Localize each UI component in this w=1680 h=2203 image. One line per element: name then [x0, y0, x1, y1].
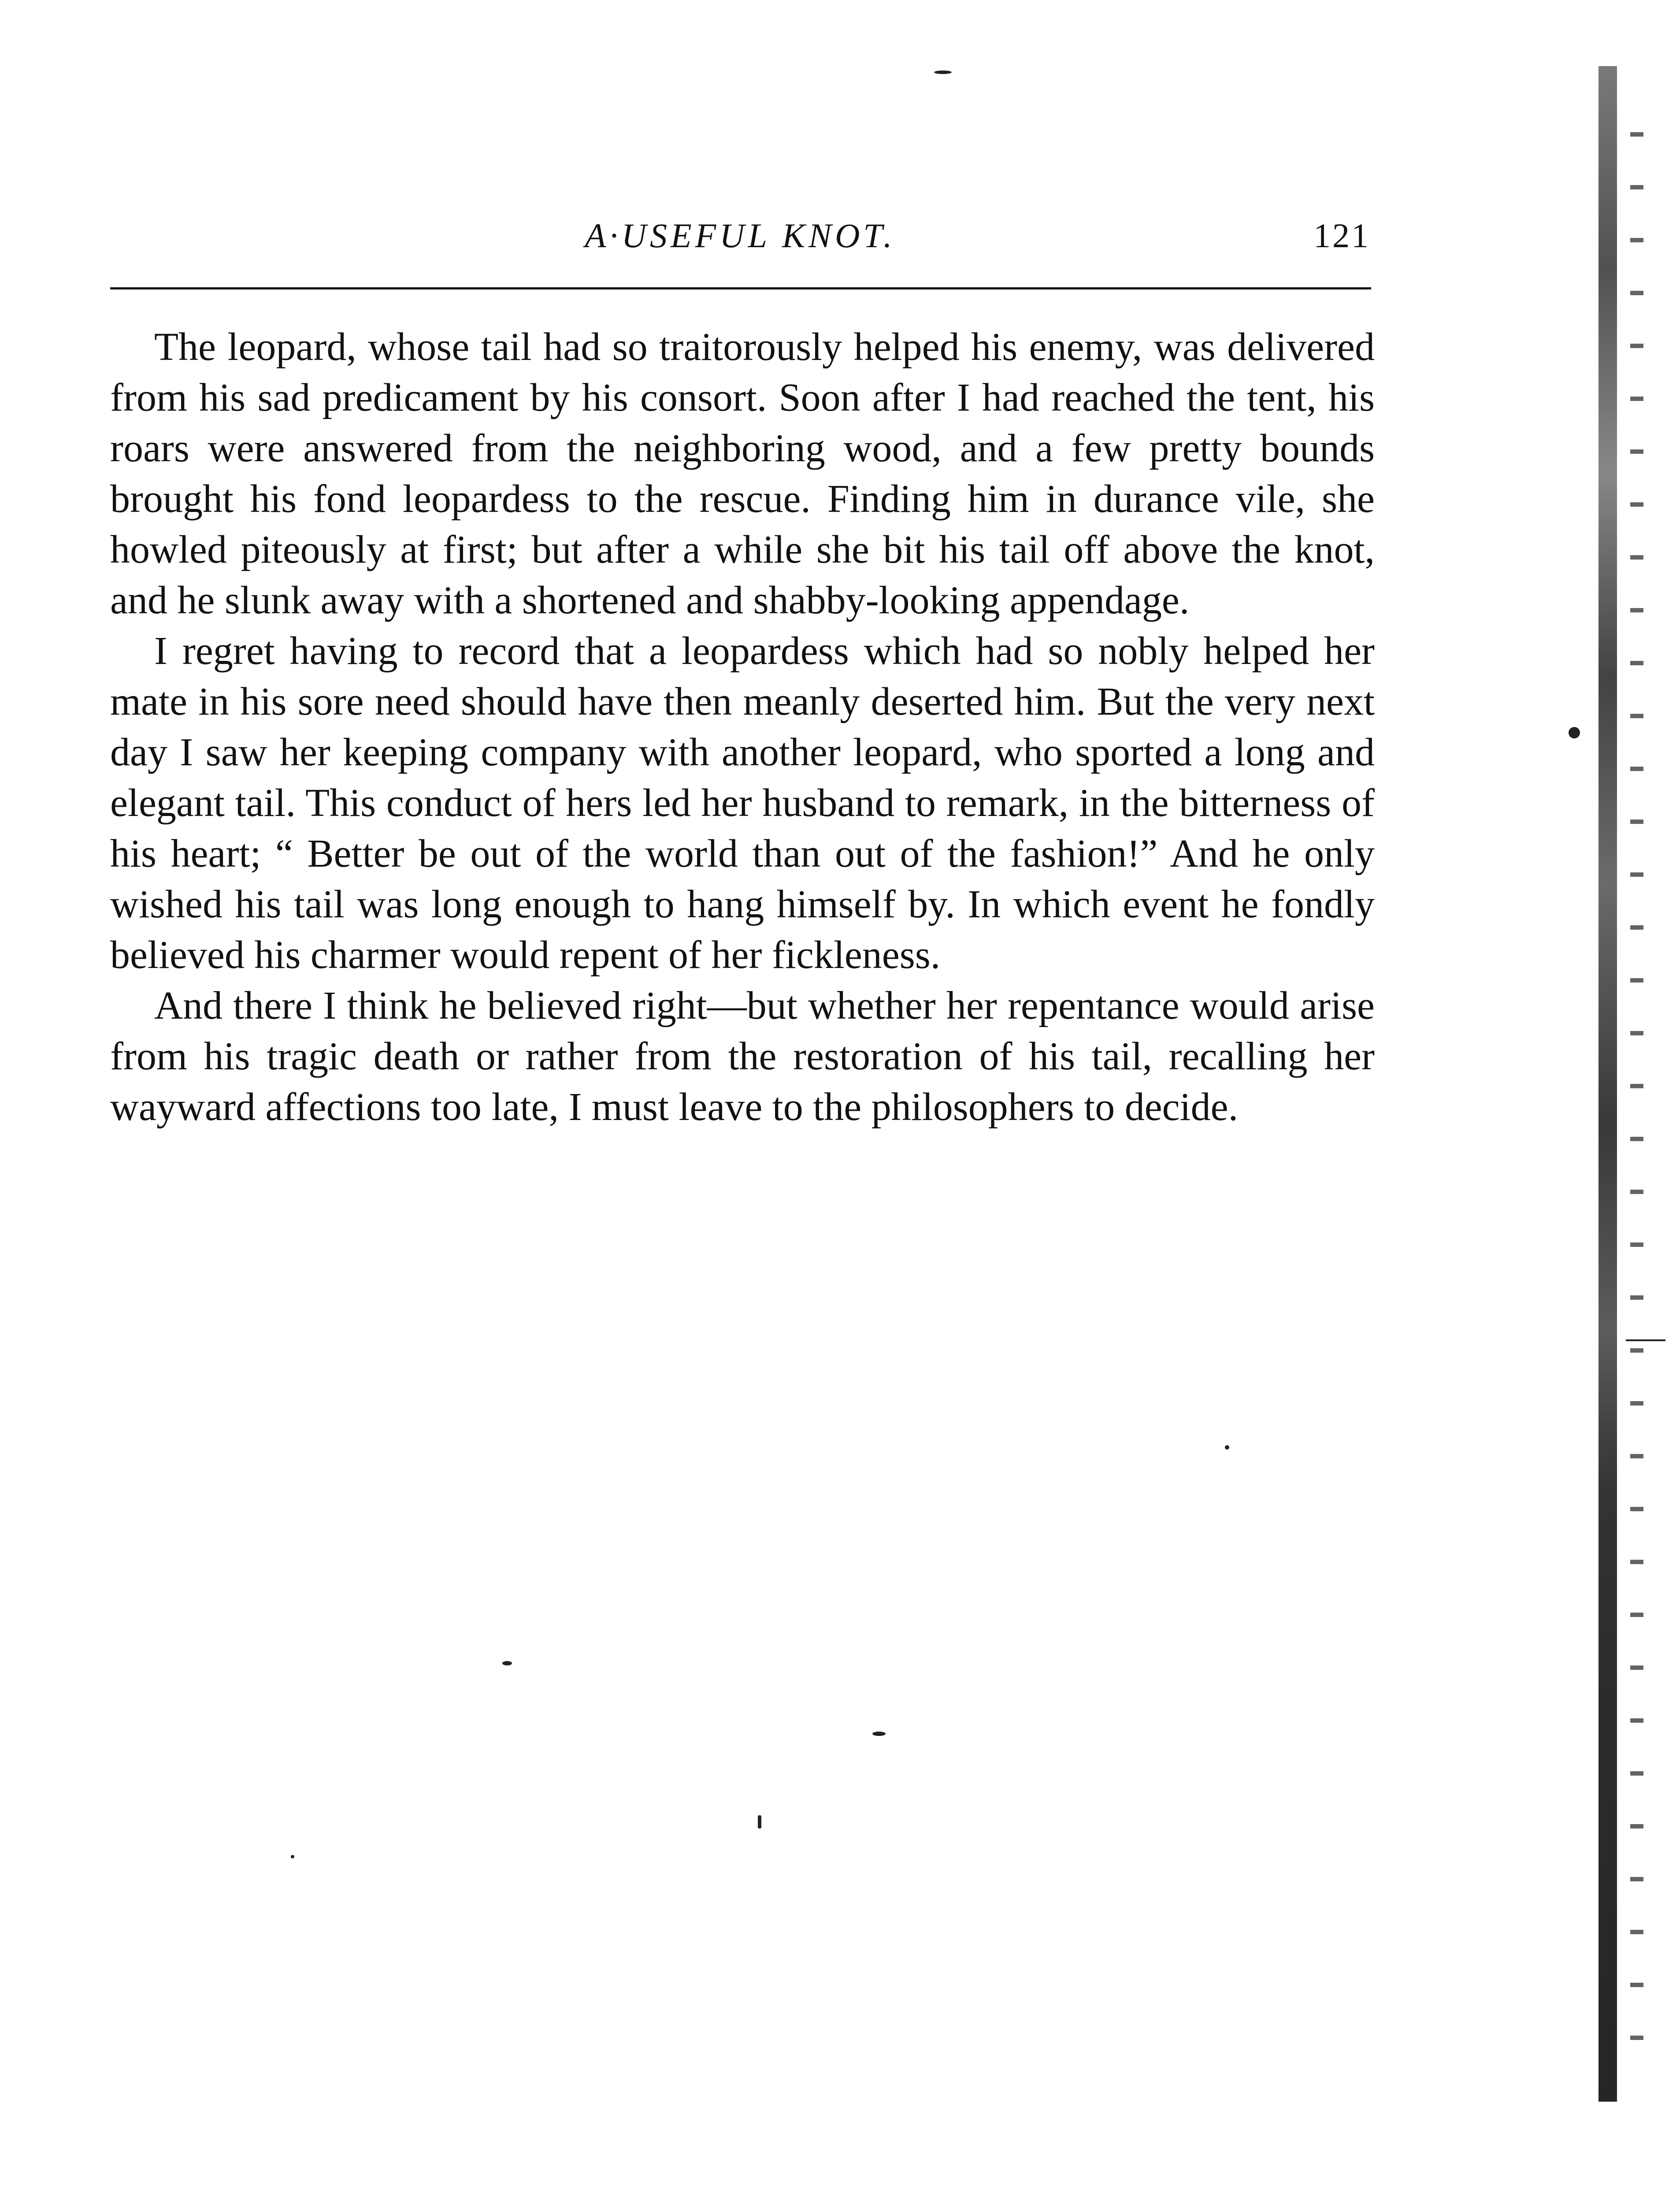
page-number: 121	[1313, 216, 1370, 255]
header-rule	[110, 287, 1371, 289]
paragraph-1: The leopard, whose tail had so traitorously helped his enemy, was delivered from his sad predicament by his consort. Soon after I had reached the tent, his roars were answered from the neighboring wood, and a few pretty bounds brought his fond leopardess to the rescue. Finding him in durance vile, she howled piteously at first; but after a while she bit his tail off above the knot, and he slunk away with a shortened and shabby-looking appendage.	[110, 325, 1375, 622]
ink-speck	[1569, 727, 1580, 738]
paragraph-3: And there I think he believed right—but whether her repentance would arise from his tragic death or rather from the restoration of his tail, recalling her wayward affections too late, I must leave to the philosophers to decide.	[110, 984, 1375, 1129]
body-text	[110, 322, 1375, 1132]
ink-speck	[1225, 1445, 1229, 1450]
ink-speck	[502, 1661, 512, 1665]
running-head	[110, 216, 1370, 264]
ink-speck	[872, 1732, 886, 1736]
running-title: A·USEFUL KNOT.	[585, 216, 896, 255]
paragraph-2: I regret having to record that a leopardess which had so nobly helped her mate in his sore need should have then meanly deserted him. But the very next day I saw her keeping company with another leopard, who sported a long and elegant tail. This conduct of hers led her husband to remark, in the bitterness of his heart; “ Better be out of the world than out of the fashion!” And he only wished his tail was long enough to hang himself by. In which event he fondly believed his charmer would repent of her fickleness.	[110, 629, 1375, 977]
scan-edge-strip	[1598, 66, 1617, 2102]
ink-speck	[291, 1855, 294, 1858]
scan-edge-ticks	[1630, 132, 1643, 2071]
ink-speck	[758, 1815, 761, 1828]
ink-speck	[934, 70, 952, 74]
scan-edge-mark	[1626, 1339, 1665, 1341]
